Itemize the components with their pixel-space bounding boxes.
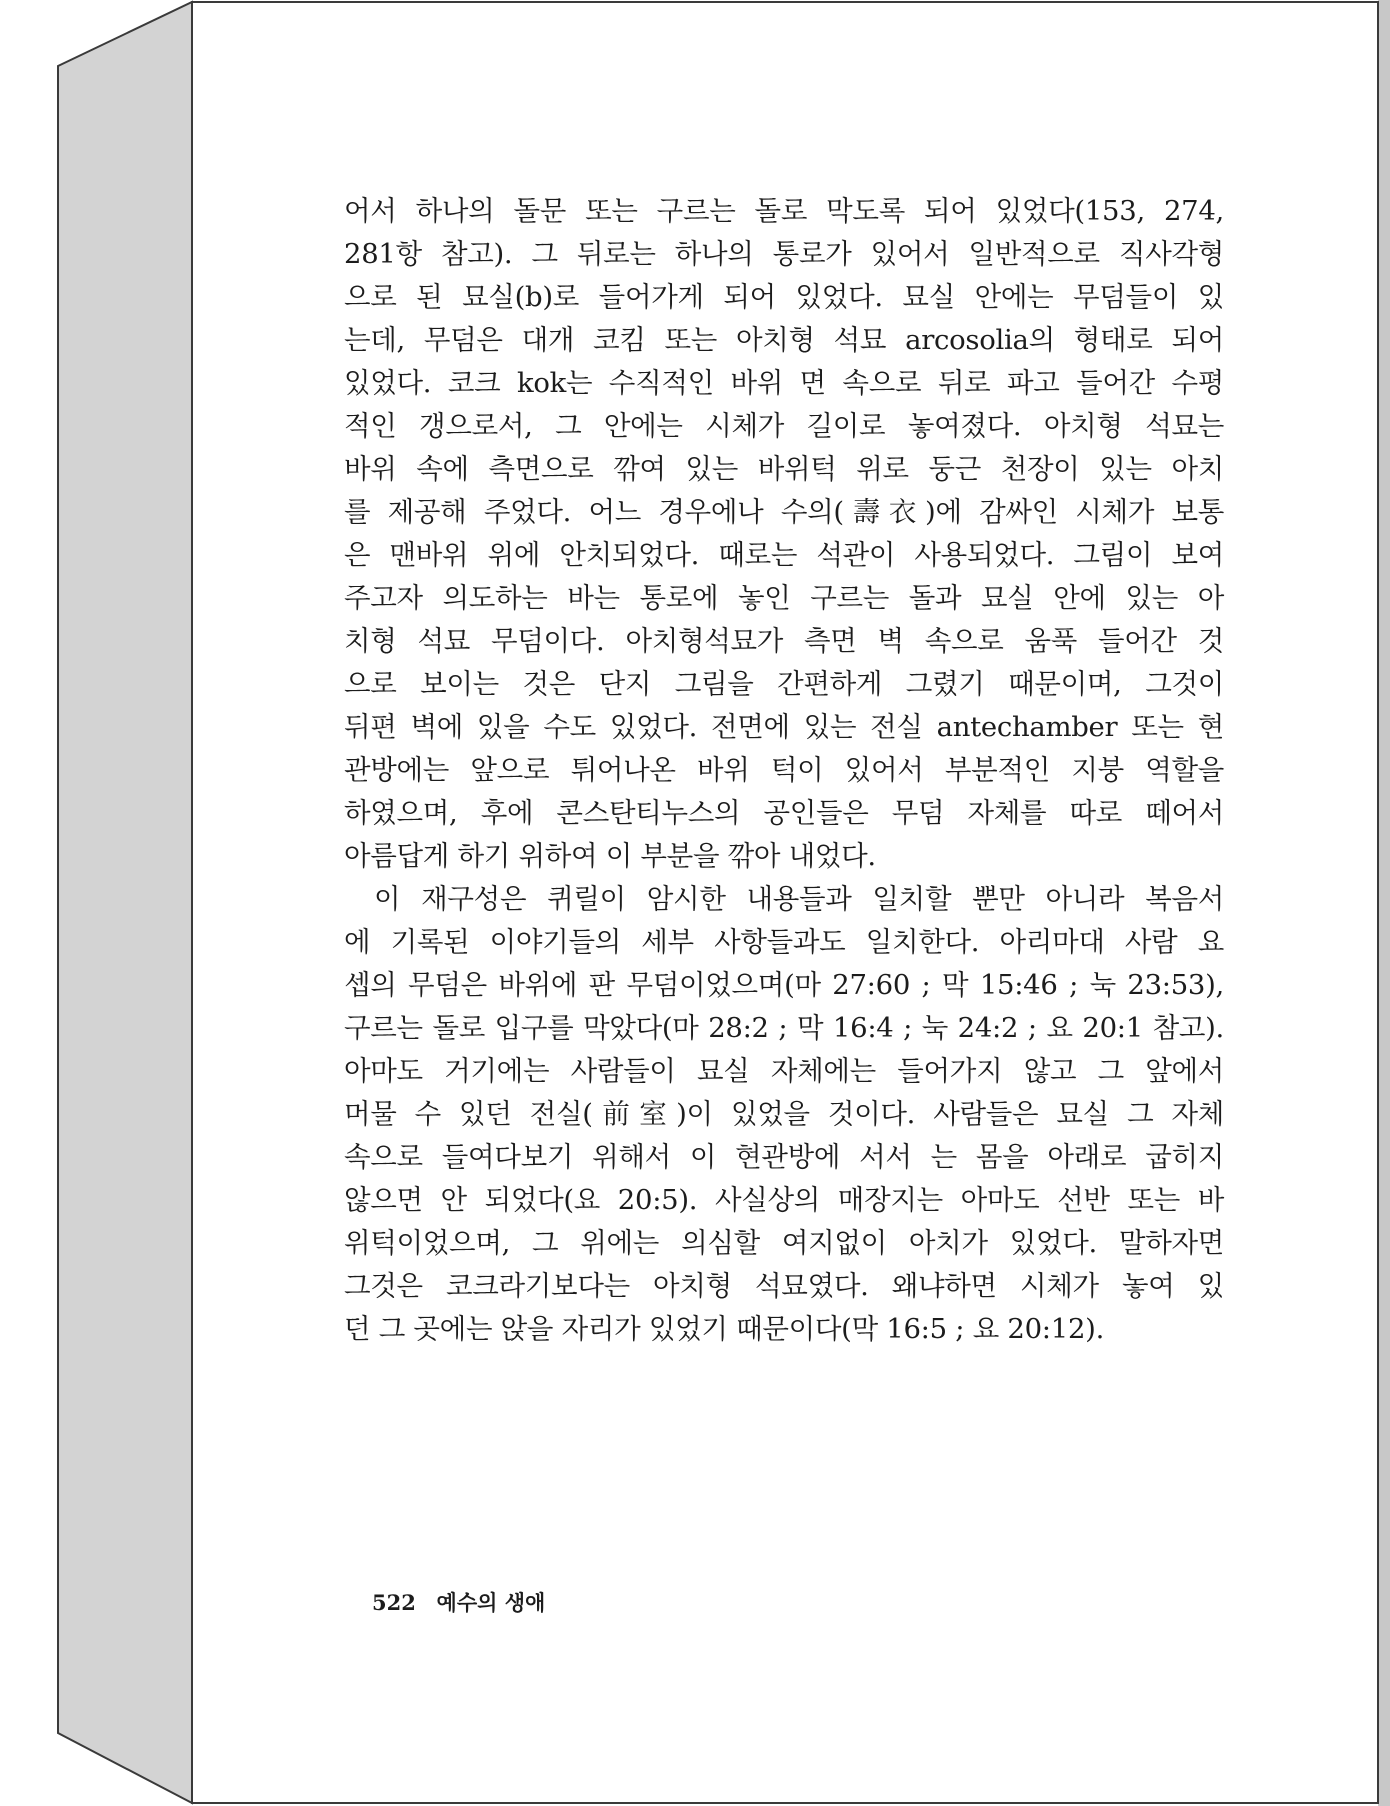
text-line: 이 재구성은 퀴릴이 암시한 내용들과 일치할 뿐만 아니라 복음서 [374, 883, 1224, 915]
paragraph [344, 190, 1224, 878]
text-line: 않으면 안 되었다(요 20:5). 사실상의 매장지는 아마도 선반 또는 바 [344, 1184, 1224, 1216]
text-line: 은 맨바위 위에 안치되었다. 때로는 석관이 사용되었다. 그림이 보여 [344, 539, 1224, 571]
body-text [344, 190, 1224, 1351]
book-spine [58, 2, 192, 1803]
text-line: 던 그 곳에는 앉을 자리가 있었기 때문이다(막 16:5 ; 요 20:12). [344, 1313, 1105, 1345]
text-line: 치형 석묘 무덤이다. 아치형석묘가 측면 벽 속으로 움푹 들어간 것 [344, 625, 1224, 657]
paragraph [344, 878, 1224, 1351]
text-line: 주고자 의도하는 바는 통로에 놓인 구르는 돌과 묘실 안에 있는 아 [344, 582, 1224, 614]
text-line: 하였으며, 후에 콘스탄티누스의 공인들은 무덤 자체를 따로 떼어서 [344, 797, 1224, 829]
text-line: 아름답게 하기 위하여 이 부분을 깎아 내었다. [344, 840, 876, 872]
text-line: 으로 보이는 것은 단지 그림을 간편하게 그렸기 때문이며, 그것이 [344, 668, 1224, 700]
text-line: 위턱이었으며, 그 위에는 의심할 여지없이 아치가 있었다. 말하자면 [344, 1227, 1224, 1259]
book-page [192, 2, 1378, 1803]
text-line: 에 기록된 이야기들의 세부 사항들과도 일치한다. 아리마대 사람 요 [344, 926, 1224, 958]
page-footer [372, 1587, 545, 1617]
page-edge-shadow [1378, 0, 1390, 1806]
text-line: 셉의 무덤은 바위에 판 무덤이었으며(마 27:60 ; 막 15:46 ; 눅 23:53), [344, 969, 1224, 1001]
text-line: 아마도 거기에는 사람들이 묘실 자체에는 들어가지 않고 그 앞에서 [344, 1055, 1224, 1087]
text-line: 281항 참고). 그 뒤로는 하나의 통로가 있어서 일반적으로 직사각형 [344, 238, 1224, 270]
text-line: 적인 갱으로서, 그 안에는 시체가 길이로 놓여졌다. 아치형 석묘는 [344, 410, 1224, 442]
text-line: 어서 하나의 돌문 또는 구르는 돌로 막도록 되어 있었다(153, 274, [344, 195, 1224, 227]
text-line: 관방에는 앞으로 튀어나온 바위 턱이 있어서 부분적인 지붕 역할을 [344, 754, 1224, 786]
text-line: 으로 된 묘실(b)로 들어가게 되어 있었다. 묘실 안에는 무덤들이 있 [344, 281, 1224, 313]
text-line: 그것은 코크라기보다는 아치형 석묘였다. 왜냐하면 시체가 놓여 있 [344, 1270, 1224, 1302]
text-line: 속으로 들여다보기 위해서 이 현관방에 서서 는 몸을 아래로 굽히지 [344, 1141, 1224, 1173]
page-number: 522 [372, 1590, 416, 1615]
text-line: 는데, 무덤은 대개 코킴 또는 아치형 석묘 arcosolia의 형태로 되어 [344, 324, 1224, 356]
text-line: 를 제공해 주었다. 어느 경우에나 수의(壽衣)에 감싸인 시체가 보통 [344, 496, 1224, 528]
text-line: 바위 속에 측면으로 깎여 있는 바위턱 위로 둥근 천장이 있는 아치 [344, 453, 1224, 485]
text-line: 뒤편 벽에 있을 수도 있었다. 전면에 있는 전실 antechamber 또는 현 [344, 711, 1224, 743]
text-line: 있었다. 코크 kok는 수직적인 바위 면 속으로 뒤로 파고 들어간 수평 [344, 367, 1224, 399]
running-title: 예수의 생애 [436, 1590, 546, 1615]
text-line: 머물 수 있던 전실(前室)이 있었을 것이다. 사람들은 묘실 그 자체 [344, 1098, 1224, 1130]
text-line: 구르는 돌로 입구를 막았다(마 28:2 ; 막 16:4 ; 눅 24:2 ; 요 20:1 참고). [344, 1012, 1224, 1044]
